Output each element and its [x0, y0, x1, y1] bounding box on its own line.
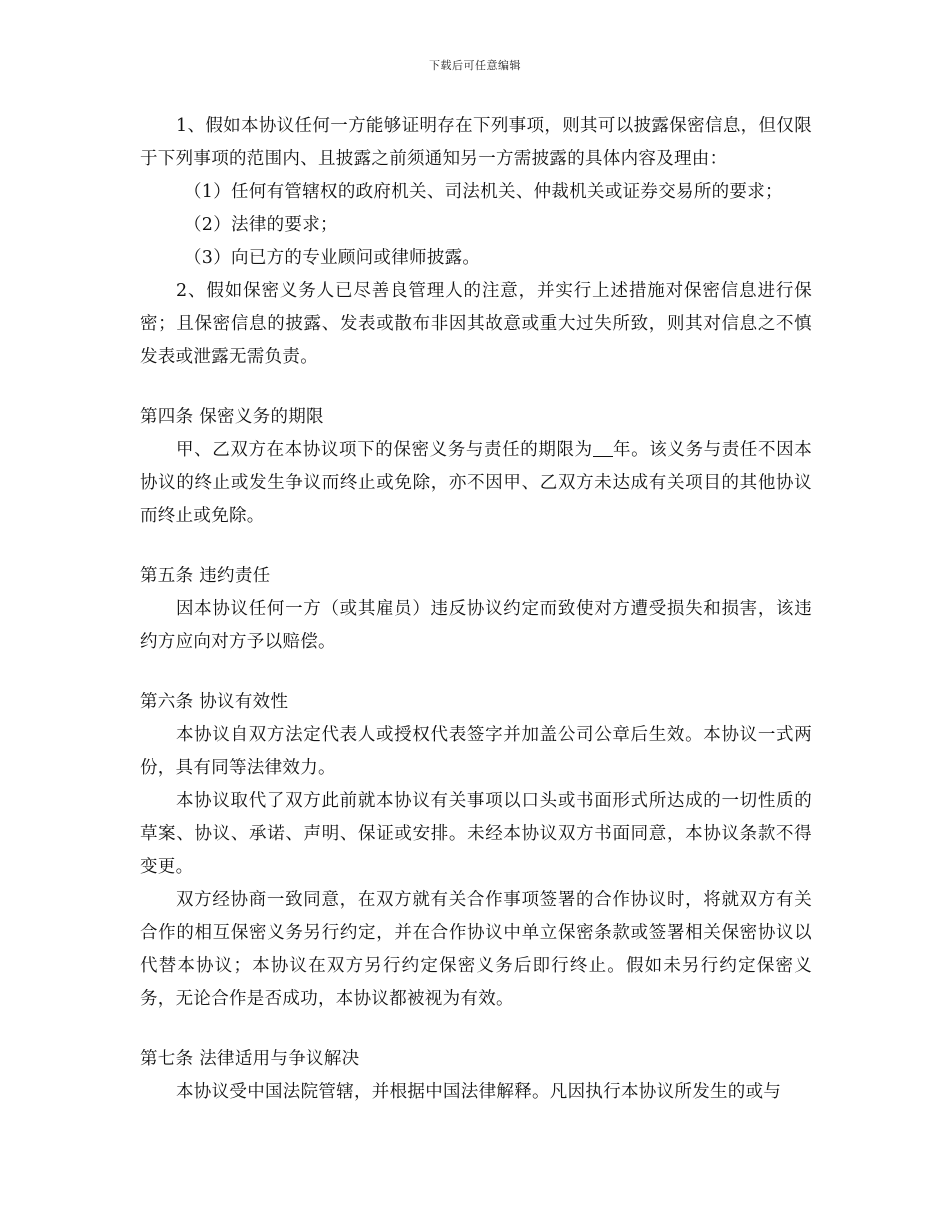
article4-text-after-blank: 年。该义务与责任不因本协议的终止或发生争议而终止或免除，亦不因甲、乙双方未达成有关项目的其他协议而终止或免除。: [140, 440, 812, 526]
article6-paragraph-1: 本协议自双方法定代表人或授权代表签字并加盖公司公章后生效。本协议一式两份，具有同等法律效力。: [140, 725, 812, 778]
article7-heading: 第七条 法律适用与争议解决: [140, 1049, 360, 1069]
term-years-blank: [593, 440, 613, 457]
exception-item-3: （3）向已方的专业顾问或律师披露。: [184, 248, 481, 268]
header-note: 下载后可任意编辑: [429, 59, 521, 72]
article4-heading: 第四条 保密义务的期限: [140, 407, 324, 427]
article6-paragraph-3: 双方经协商一致同意，在双方就有关合作事项签署的合作协议时，将就双方有关合作的相互保密义务另行约定，并在合作协议中单立保密条款或签署相关保密协议以代替本协议；本协议在双方另行约定保密义务后即行终止。假如未另行约定保密义务，无论合作是否成功，本协议都被视为有效。: [140, 890, 812, 1009]
article5-heading: 第五条 违约责任: [140, 566, 271, 586]
article4-paragraph: [140, 434, 812, 533]
exception-item-1: （1）任何有管辖权的政府机关、司法机关、仲裁机关或证券交易所的要求；: [184, 182, 783, 202]
article7-paragraph: 本协议受中国法院管辖，并根据中国法律解释。凡因执行本协议所发生的或与: [176, 1082, 782, 1102]
article6-paragraph-2: 本协议取代了双方此前就本协议有关事项以口头或书面形式所达成的一切性质的草案、协议、承诺、声明、保证或安排。未经本协议双方书面同意，本协议条款不得变更。: [140, 791, 812, 877]
exception-item-2: （2）法律的要求；: [184, 215, 338, 235]
exception-clause-1: 1、假如本协议任何一方能够证明存在下列事项，则其可以披露保密信息，但仅限于下列事项的范围内、且披露之前须通知另一方需披露的具体内容及理由：: [140, 116, 812, 169]
exception-clause-2: 2、假如保密义务人已尽善良管理人的注意，并实行上述措施对保密信息进行保密；且保密信息的披露、发表或散布非因其故意或重大过失所致，则其对信息之不慎发表或泄露无需负责。: [140, 281, 812, 367]
document-body: [140, 110, 812, 1109]
article6-heading: 第六条 协议有效性: [140, 692, 289, 712]
article4-text-before-blank: 甲、乙双方在本协议项下的保密义务与责任的期限为: [176, 440, 593, 460]
article5-paragraph: 因本协议任何一方（或其雇员）违反协议约定而致使对方遭受损失和损害，该违约方应向对方予以赔偿。: [140, 599, 812, 652]
